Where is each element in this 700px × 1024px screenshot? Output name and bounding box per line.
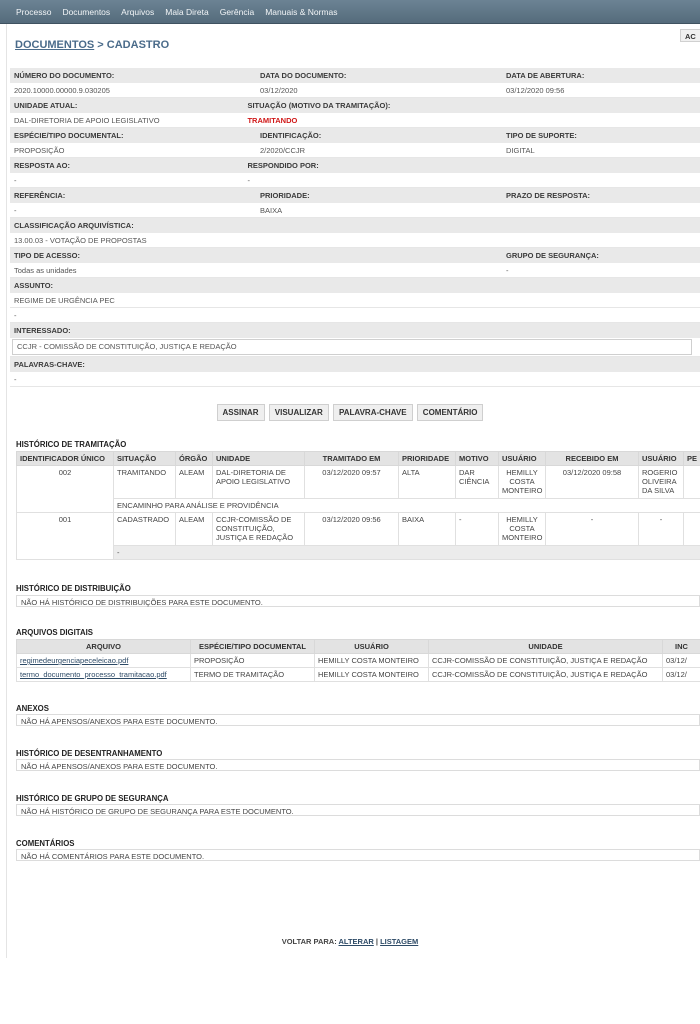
desentranhamento-message: NÃO HÁ APENSOS/ANEXOS PARA ESTE DOCUMENTO. [16,759,700,771]
col-recebido-em: RECEBIDO EM [546,452,639,466]
col-arquivo: ARQUIVO [17,640,191,654]
action-button-truncated[interactable]: AC [680,29,700,42]
table-row [17,668,700,682]
cell-inclusao: 03/12/ [663,654,700,668]
tramitacao-header-row [17,452,700,466]
cell-unidade: DAL-DIRETORIA DE APOIO LEGISLATIVO [213,466,305,499]
situacao-label: SITUAÇÃO (MOTIVO DA TRAMITAÇÃO): [247,101,391,110]
data-abertura-value: 03/12/2020 09:56 [506,86,565,95]
cell-usuario-recebedor: - [639,513,684,546]
resposta-label: RESPOSTA AO: [14,161,70,170]
resposta-value: - [14,176,17,185]
col-prioridade: PRIORIDADE [399,452,456,466]
assunto-value: REGIME DE URGÊNCIA PEC [14,296,115,305]
assunto-label: ASSUNTO: [14,281,54,290]
assinar-button[interactable]: ASSINAR [217,404,265,421]
col-unidade: UNIDADE [429,640,663,654]
cell-usuario: HEMILLY COSTA MONTEIRO [315,668,429,682]
cell-situacao: CADASTRADO [114,513,176,546]
cell-usuario: HEMILLY COSTA MONTEIRO [499,466,546,499]
unidade-value: DAL-DIRETORIA DE APOIO LEGISLATIVO [14,116,160,125]
comentarios-message: NÃO HÁ COMENTÁRIOS PARA ESTE DOCUMENTO. [16,849,700,861]
top-menu-bar [0,0,700,24]
footer-separator: | [373,937,381,946]
referencia-label: REFERÊNCIA: [14,191,66,200]
menu-item-mala-direta[interactable]: Mala Direta [165,7,209,17]
cell-despacho: ENCAMINHO PARA ANÁLISE E PROVIDÊNCIA [114,499,700,513]
interessado-value: CCJR - COMISSÃO DE CONSTITUIÇÃO, JUSTIÇA E REDAÇÃO [12,339,692,355]
palavras-label: PALAVRAS-CHAVE: [14,360,85,369]
cell-prioridade: BAIXA [399,513,456,546]
cell-unidade: CCJR-COMISSÃO DE CONSTITUIÇÃO, JUSTIÇA E REDAÇÃO [429,668,663,682]
data-doc-label: DATA DO DOCUMENTO: [260,71,347,80]
cell-prioridade: ALTA [399,466,456,499]
main-menu [0,0,700,24]
cell-unidade: CCJR-COMISSÃO DE CONSTITUIÇÃO, JUSTIÇA E REDAÇÃO [213,513,305,546]
grupo-label: GRUPO DE SEGURANÇA: [506,251,599,260]
cell-despacho: - [114,546,700,560]
col-motivo: MOTIVO [456,452,499,466]
prioridade-label: PRIORIDADE: [260,191,310,200]
menu-item-processo[interactable]: Processo [16,7,52,17]
arquivos-title: ARQUIVOS DIGITAIS [16,628,93,637]
acesso-label: TIPO DE ACESSO: [14,251,80,260]
numero-label: NÚMERO DO DOCUMENTO: [14,71,115,80]
cell-especie: TERMO DE TRAMITAÇÃO [191,668,315,682]
table-row [17,654,700,668]
menu-item-gerencia[interactable]: Gerência [219,7,255,17]
cell-recebido-em: - [546,513,639,546]
table-row [17,466,700,499]
data-abertura-label: DATA DE ABERTURA: [506,71,585,80]
respondido-label: RESPONDIDO POR: [247,161,319,170]
breadcrumb [15,39,169,51]
col-pe: PE [684,452,700,466]
cell-situacao: TRAMITANDO [114,466,176,499]
prazo-label: PRAZO DE RESPOSTA: [506,191,591,200]
desentranhamento-title: HISTÓRICO DE DESENTRANHAMENTO [16,749,163,758]
assunto-extra-value: - [14,311,17,320]
anexos-title: ANEXOS [16,704,49,713]
cell-orgao: ALEAM [176,513,213,546]
cell-usuario: HEMILLY COSTA MONTEIRO [315,654,429,668]
respondido-value: - [247,176,250,185]
cell-pe [684,466,700,499]
classificacao-label: CLASSIFICAÇÃO ARQUIVÍSTICA: [14,221,134,230]
prazo-value [502,203,700,217]
cell-recebido-em: 03/12/2020 09:58 [546,466,639,499]
footer-label: VOLTAR PARA: [281,937,339,946]
table-row-note [17,546,700,560]
footer-nav [0,937,700,946]
file-link[interactable] [17,668,191,682]
col-orgao: ÓRGÃO [176,452,213,466]
col-usuario-recebedor: USUÁRIO [639,452,684,466]
tramitacao-title: HISTÓRICO DE TRAMITAÇÃO [16,440,127,449]
situacao-value: TRAMITANDO [247,116,298,125]
menu-item-manuais-normas[interactable]: Manuais & Normas [265,7,338,17]
interessado-label: INTERESSADO: [14,326,71,335]
breadcrumb-link-documentos[interactable]: DOCUMENTOS [15,39,95,51]
visualizar-button[interactable]: VISUALIZAR [269,404,329,421]
tramitacao-table [16,451,700,560]
table-row-note [17,499,700,513]
grupo-value: - [506,266,509,275]
cell-usuario: HEMILLY COSTA MONTEIRO [499,513,546,546]
menu-item-documentos[interactable]: Documentos [62,7,111,17]
breadcrumb-current: CADASTRO [106,39,170,51]
identificacao-label: IDENTIFICAÇÃO: [260,131,322,140]
cell-inclusao: 03/12/ [663,668,700,682]
col-unidade: UNIDADE [213,452,305,466]
cell-motivo: DAR CIÊNCIA [456,466,499,499]
footer-link-listagem[interactable]: LISTAGEM [380,937,419,946]
classificacao-value: 13.00.03 - VOTAÇÃO DE PROPOSTAS [14,236,147,245]
menu-item-arquivos[interactable]: Arquivos [121,7,155,17]
especie-value: PROPOSIÇÃO [14,146,65,155]
especie-label: ESPÉCIE/TIPO DOCUMENTAL: [14,131,124,140]
col-identificador: IDENTIFICADOR ÚNICO [17,452,114,466]
suporte-label: TIPO DE SUPORTE: [506,131,577,140]
col-inclusao: INC [663,640,700,654]
document-details-form [10,68,700,387]
col-usuario: USUÁRIO [315,640,429,654]
acesso-value: Todas as unidades [14,266,77,275]
grupo-seguranca-message: NÃO HÁ HISTÓRICO DE GRUPO DE SEGURANÇA PARA ESTE DOCUMENTO. [16,804,700,816]
identificacao-value: 2/2020/CCJR [260,146,306,155]
action-buttons [0,404,700,421]
cell-tramitado-em: 03/12/2020 09:56 [305,513,399,546]
file-name[interactable]: termo_documento_processo_tramitacao.pdf [20,670,167,679]
col-tramitado-em: TRAMITADO EM [305,452,399,466]
cell-pe [684,513,700,546]
cell-identificador: 002 [17,466,114,513]
data-doc-value: 03/12/2020 [260,86,298,95]
col-usuario: USUÁRIO [499,452,546,466]
cell-motivo: - [456,513,499,546]
col-situacao: SITUAÇÃO [114,452,176,466]
arquivos-header-row [17,640,700,654]
cell-unidade: CCJR-COMISSÃO DE CONSTITUIÇÃO, JUSTIÇA E REDAÇÃO [429,654,663,668]
breadcrumb-separator: > [94,39,107,51]
cell-especie: PROPOSIÇÃO [191,654,315,668]
cell-usuario-recebedor: ROGERIO OLIVEIRA DA SILVA [639,466,684,499]
palavras-value: - [14,375,17,384]
file-name[interactable]: regimedeurgenciapeceleicao.pdf [20,656,129,665]
numero-value: 2020.10000.00000.9.030205 [14,86,110,95]
col-especie: ESPÉCIE/TIPO DOCUMENTAL [191,640,315,654]
prioridade-value: BAIXA [260,206,283,215]
table-row [17,513,700,546]
unidade-label: UNIDADE ATUAL: [14,101,78,110]
cell-orgao: ALEAM [176,466,213,499]
cell-identificador: 001 [17,513,114,560]
footer-link-alterar[interactable]: ALTERAR [338,937,374,946]
arquivos-table [16,639,700,682]
referencia-value: - [14,206,17,215]
comentario-button[interactable]: COMENTÁRIO [417,404,484,421]
distribuicao-title: HISTÓRICO DE DISTRIBUIÇÃO [16,584,131,593]
file-link[interactable] [17,654,191,668]
palavra-chave-button[interactable]: PALAVRA-CHAVE [333,404,413,421]
anexos-message: NÃO HÁ APENSOS/ANEXOS PARA ESTE DOCUMENTO. [16,714,700,726]
grupo-seguranca-title: HISTÓRICO DE GRUPO DE SEGURANÇA [16,794,169,803]
comentarios-title: COMENTÁRIOS [16,839,75,848]
suporte-value: DIGITAL [506,146,535,155]
cell-tramitado-em: 03/12/2020 09:57 [305,466,399,499]
distribuicao-message: NÃO HÁ HISTÓRICO DE DISTRIBUIÇÕES PARA ESTE DOCUMENTO. [16,595,700,607]
